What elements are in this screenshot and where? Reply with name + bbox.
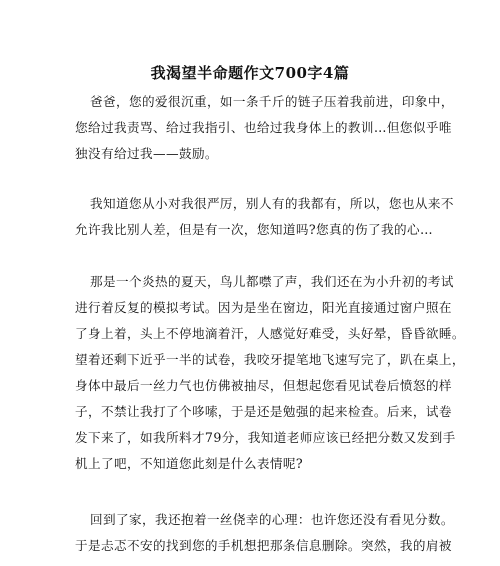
paragraph-3-line-5: 身体中最后一丝力气也仿佛被抽尽，但想起您看见试卷后愤怒的样 [75, 378, 452, 393]
paragraph-3-line-7: 发下来了，如我所料才79分，我知道老师应该已经把分数又发到手 [75, 430, 456, 445]
paragraph-3-line-1: 那是一个炎热的夏天，鸟儿都噤了声，我们还在为小升初的考试 [90, 274, 454, 289]
paragraph-4-line-2: 于是忐忑不安的找到您的手机想把那条信息删除。突然，我的肩被 [75, 538, 452, 553]
paragraph-2-line-2: 允许我比别人差，但是有一次，您知道吗?您真的伤了我的心… [75, 222, 433, 237]
paragraph-3-line-3: 了身上着，头上不停地滴着汗，人感觉好难受，头好晕，昏昏欲睡。 [75, 326, 465, 341]
paragraph-2-line-1: 我知道您从小对我很严厉，别人有的我都有，所以，您也从来不 [90, 196, 454, 211]
paragraph-1-line-3: 独没有给过我——鼓励。 [75, 146, 218, 161]
paragraph-3-line-6: 子，不禁让我打了个哆嗦，于是还是勉强的起来检查。后来，试卷 [75, 404, 452, 419]
article-title: 我渴望半命题作文700字4篇 [150, 64, 350, 82]
paragraph-3-line-8: 机上了吧，不知道您此刻是什么表情呢? [75, 456, 304, 471]
paragraph-4-line-1: 回到了家，我还抱着一丝侥幸的心理：也许您还没有看见分数。 [90, 512, 454, 527]
paragraph-3-line-4: 望着还剩下近乎一半的试卷，我咬牙提笔地飞速写完了，趴在桌上， [75, 352, 465, 367]
paragraph-3-line-2: 进行着反复的模拟考试。因为是坐在窗边，阳光直接通过窗户照在 [75, 300, 452, 315]
paragraph-1-line-1: 爸爸，您的爱很沉重，如一条千斤的链子压着我前进，印象中， [90, 94, 454, 109]
paragraph-1-line-2: 您给过我责骂、给过我指引、也给过我身体上的教训…但您似乎唯 [75, 120, 452, 135]
